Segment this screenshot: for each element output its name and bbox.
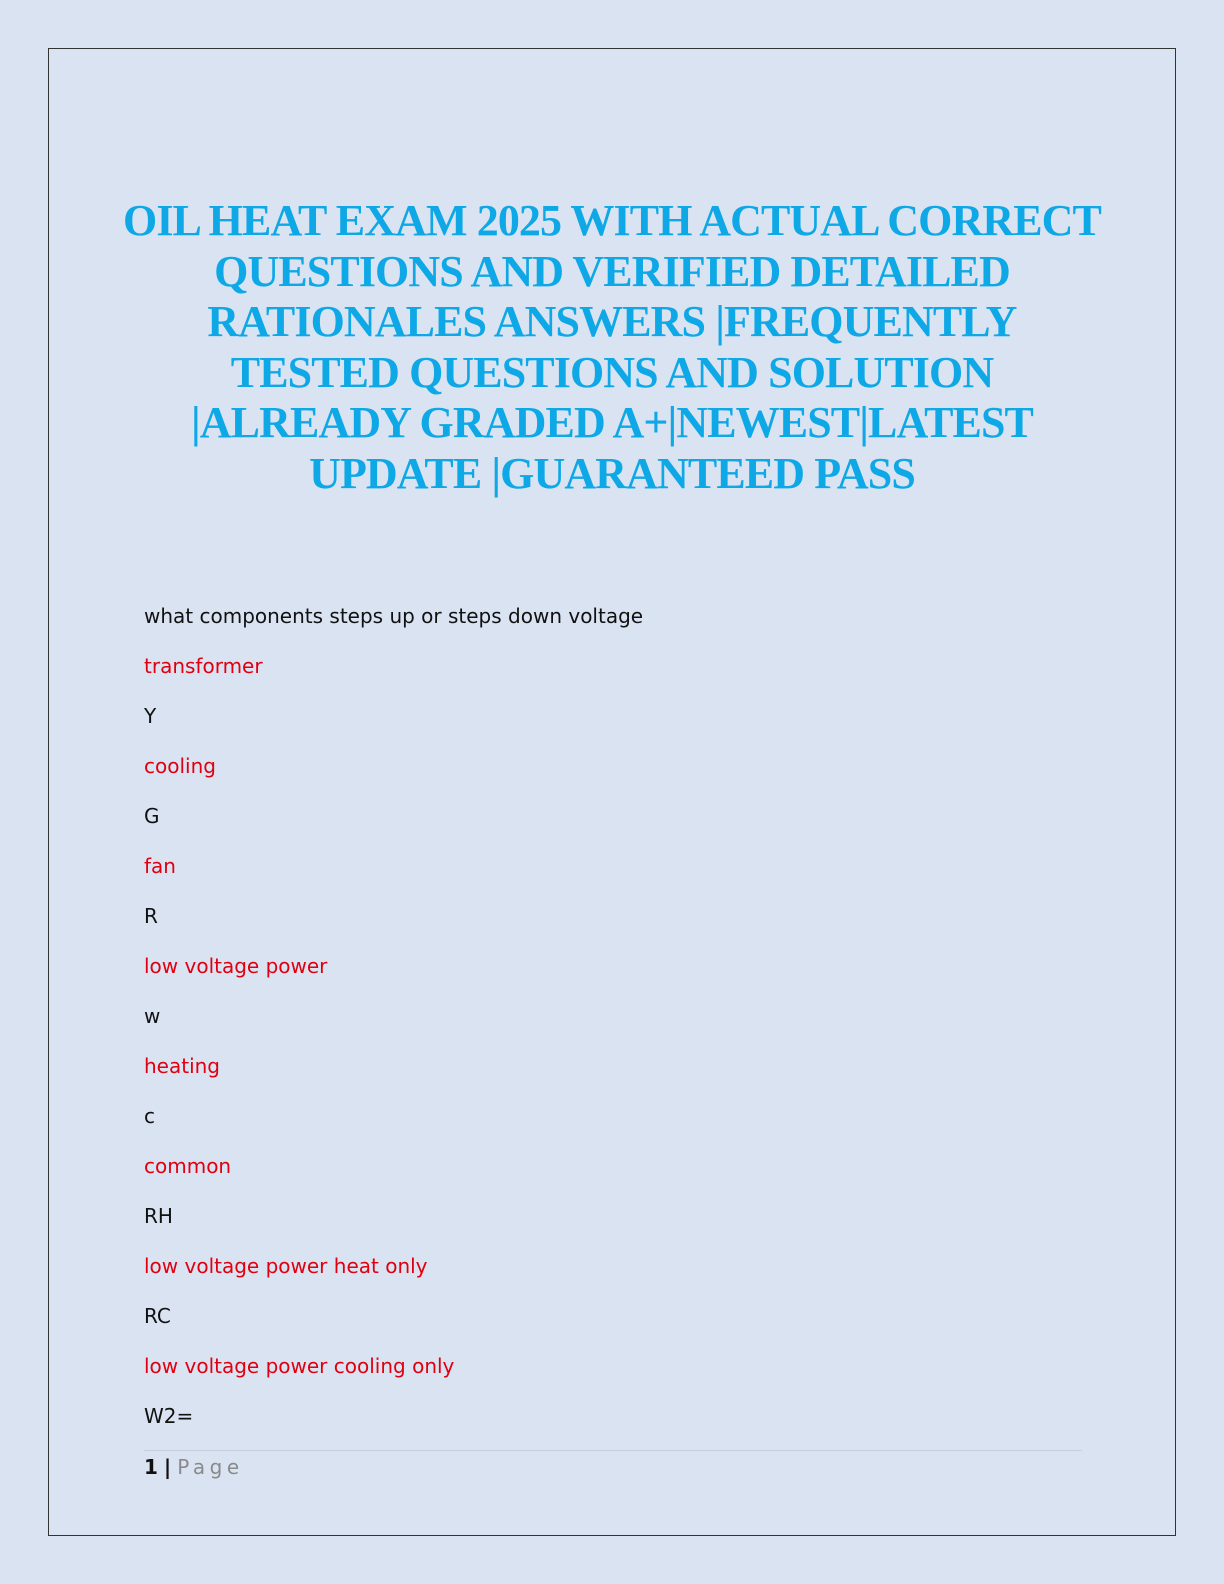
- answer-line: heating: [144, 1054, 221, 1078]
- page-number: 1: [144, 1455, 158, 1479]
- question-line: what components steps up or steps down voltage: [144, 604, 644, 628]
- qa-list: [144, 604, 1084, 1454]
- footer-divider: [144, 1450, 1082, 1451]
- question-line: RH: [144, 1204, 173, 1228]
- page-footer: [144, 1455, 244, 1479]
- question-line: c: [144, 1104, 155, 1128]
- question-line: R: [144, 904, 158, 928]
- answer-line: low voltage power cooling only: [144, 1354, 455, 1378]
- question-line: W2=: [144, 1404, 194, 1428]
- question-line: G: [144, 804, 160, 828]
- question-line: Y: [144, 704, 157, 728]
- question-line: w: [144, 1004, 161, 1028]
- document-title: OIL HEAT EXAM 2025 WITH ACTUAL CORRECT QUESTIONS AND VERIFIED DETAILED RATIONALES ANSWERS |FREQUENTLY TESTED QUESTIONS AND SOLUTION |ALREADY GRADED A+|NEWEST|LATEST UPDATE |GUARANTEED PASS: [123, 196, 1101, 498]
- answer-line: common: [144, 1154, 232, 1178]
- page-separator: |: [163, 1455, 172, 1479]
- answer-line: low voltage power: [144, 954, 328, 978]
- answer-line: cooling: [144, 754, 216, 778]
- answer-line: low voltage power heat only: [144, 1254, 428, 1278]
- page-label: Page: [177, 1455, 244, 1479]
- answer-line: fan: [144, 854, 176, 878]
- question-line: RC: [144, 1304, 171, 1328]
- answer-line: transformer: [144, 654, 263, 678]
